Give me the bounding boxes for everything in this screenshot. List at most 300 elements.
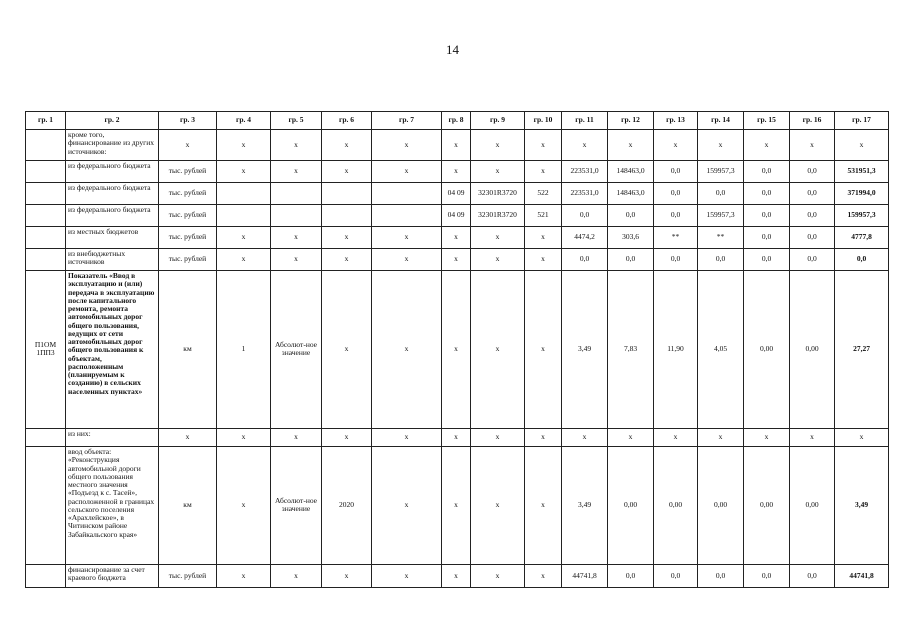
table-cell <box>471 447 525 565</box>
cell-text: x <box>404 500 409 510</box>
table-cell <box>790 249 835 271</box>
table-row <box>26 271 889 429</box>
table-cell <box>698 249 744 271</box>
table-cell <box>159 227 217 249</box>
row-label-cell <box>66 227 159 249</box>
row-code-cell <box>26 161 66 183</box>
cell-text: x <box>541 344 545 354</box>
cell-text: 0,0 <box>807 188 817 198</box>
header-cell: гр. 7 <box>372 112 442 130</box>
cell-text: 3,49 <box>854 500 869 510</box>
cell-text: ** <box>671 232 680 242</box>
table-cell <box>562 161 608 183</box>
header-cell: гр. 17 <box>835 112 889 130</box>
table-cell <box>790 227 835 249</box>
cell-text: 0,00 <box>805 500 819 510</box>
table-row <box>26 249 889 271</box>
cell-text: тыс. рублей <box>168 188 207 198</box>
row-code-cell <box>26 227 66 249</box>
cell-text: x <box>541 254 545 264</box>
cell-text: x <box>495 344 500 354</box>
total-cell <box>835 565 889 588</box>
table-cell <box>562 249 608 271</box>
table-row <box>26 565 889 588</box>
table-cell <box>322 183 372 205</box>
cell-text: 0,0 <box>579 210 590 220</box>
cell-text: x <box>241 254 246 264</box>
cell-text: 0,00 <box>713 500 728 510</box>
cell-text: 0,0 <box>625 210 636 220</box>
table-cell <box>654 227 698 249</box>
cell-text: из федерального бюджета <box>68 205 151 214</box>
cell-text: x <box>541 232 545 242</box>
total-cell <box>835 271 889 429</box>
cell-text: x <box>495 500 500 510</box>
table-cell <box>698 130 744 161</box>
table-cell <box>790 161 835 183</box>
table-cell <box>442 183 471 205</box>
table-cell <box>790 183 835 205</box>
cell-text: x <box>673 432 678 442</box>
cell-text: тыс. рублей <box>168 232 207 242</box>
cell-text: 223531,0 <box>570 166 599 176</box>
table-cell <box>608 183 654 205</box>
table-row <box>26 205 889 227</box>
table-cell <box>744 447 790 565</box>
cell-text: 0,0 <box>715 570 726 580</box>
cell-text: x <box>859 139 864 149</box>
table-cell <box>744 271 790 429</box>
cell-text: x <box>241 232 246 242</box>
cell-text: 0,00 <box>759 344 774 354</box>
cell-text: 4,05 <box>713 344 728 354</box>
table-cell <box>698 161 744 183</box>
table-row <box>26 130 889 161</box>
table-cell <box>442 130 471 161</box>
table-cell <box>372 447 442 565</box>
cell-text: кроме того, финансирование из других источников: <box>68 130 154 156</box>
cell-text: x <box>344 254 349 264</box>
table-cell <box>271 227 322 249</box>
cell-text: x <box>495 254 500 264</box>
table-cell <box>744 565 790 588</box>
table-cell <box>217 183 271 205</box>
table-cell <box>562 429 608 447</box>
cell-text: 32301R3720 <box>478 210 517 220</box>
cell-text: 0,0 <box>761 254 772 264</box>
table-cell <box>471 205 525 227</box>
cell-text: Абсолют-ное значение <box>274 496 318 514</box>
table-cell <box>471 249 525 271</box>
cell-text: x <box>294 166 298 176</box>
cell-text: 0,0 <box>670 570 681 580</box>
cell-text: x <box>582 432 587 442</box>
table-cell <box>271 447 322 565</box>
table-cell <box>271 429 322 447</box>
cell-text: из внебюджетных источников <box>68 249 126 267</box>
cell-text: 0,0 <box>807 210 817 220</box>
cell-text: 159957,3 <box>706 210 735 220</box>
table-cell <box>442 205 471 227</box>
cell-text: 0,0 <box>625 254 636 264</box>
total-cell <box>835 227 889 249</box>
cell-text: x <box>454 344 458 354</box>
header-cell: гр. 1 <box>26 112 66 130</box>
cell-text: 0,0 <box>670 166 681 176</box>
cell-text: 0,0 <box>807 232 817 242</box>
cell-text: тыс. рублей <box>168 254 207 264</box>
cell-text: x <box>628 139 633 149</box>
cell-text: x <box>404 232 409 242</box>
row-label-cell <box>66 429 159 447</box>
table-cell <box>372 429 442 447</box>
cell-text: x <box>344 344 349 354</box>
table-cell <box>608 447 654 565</box>
table-cell <box>608 130 654 161</box>
cell-text: x <box>241 166 246 176</box>
row-label-cell <box>66 249 159 271</box>
table-cell <box>442 447 471 565</box>
total-cell <box>835 130 889 161</box>
table-cell <box>525 205 562 227</box>
cell-text: x <box>404 570 409 580</box>
page-number: 14 <box>446 42 459 57</box>
table-cell <box>698 227 744 249</box>
cell-text: x <box>344 232 349 242</box>
cell-text: x <box>344 432 349 442</box>
header-cell: гр. 11 <box>562 112 608 130</box>
cell-text: x <box>764 139 769 149</box>
cell-text: x <box>294 570 298 580</box>
table-cell <box>562 183 608 205</box>
table-cell <box>159 205 217 227</box>
table-cell <box>790 447 835 565</box>
header-row <box>26 112 889 130</box>
table-cell <box>744 161 790 183</box>
total-cell <box>835 429 889 447</box>
cell-text: 0,0 <box>761 570 772 580</box>
cell-text: x <box>541 166 545 176</box>
table-cell <box>744 130 790 161</box>
cell-text: x <box>241 432 246 442</box>
table-cell <box>790 205 835 227</box>
table-cell <box>744 227 790 249</box>
header-cell: гр. 4 <box>217 112 271 130</box>
table-cell <box>744 205 790 227</box>
table-cell <box>372 227 442 249</box>
table-cell <box>562 565 608 588</box>
table-cell <box>525 271 562 429</box>
table-cell <box>442 161 471 183</box>
cell-text: x <box>185 432 190 442</box>
table-cell <box>525 183 562 205</box>
cell-text: x <box>454 166 458 176</box>
table-cell <box>654 271 698 429</box>
table-cell <box>698 183 744 205</box>
row-label-cell <box>66 161 159 183</box>
table-cell <box>698 271 744 429</box>
cell-text: x <box>495 432 500 442</box>
cell-text: 2020 <box>339 500 354 510</box>
table-row <box>26 429 889 447</box>
cell-text: 4474,2 <box>574 232 595 242</box>
header-cell: гр. 12 <box>608 112 654 130</box>
cell-text: 303,6 <box>622 232 639 242</box>
table-cell <box>744 249 790 271</box>
cell-text: 4777,8 <box>851 232 872 242</box>
cell-text: 531951,3 <box>847 166 876 176</box>
cell-text: x <box>495 139 500 149</box>
cell-text: x <box>185 139 190 149</box>
cell-text: 27,27 <box>853 344 870 354</box>
cell-text: Показатель «Ввод в эксплуатацию и (или) передача в эксплуатацию после капитального ремонта, ремонта автомобильных дорог общего пользования, ведущих от сети автомобильных дорог общего пользования к объектам, расположенным (планируемым к созданию) в сельских населенных пунктах» <box>68 271 155 396</box>
cell-text: 0,00 <box>668 500 683 510</box>
table-cell <box>322 161 372 183</box>
cell-text: x <box>541 500 545 510</box>
table-row <box>26 161 889 183</box>
total-cell <box>835 447 889 565</box>
cell-text: из местных бюджетов <box>68 227 139 236</box>
cell-text: 371994,0 <box>847 188 876 198</box>
table-cell <box>471 161 525 183</box>
cell-text: x <box>344 570 349 580</box>
table-cell <box>159 130 217 161</box>
table-cell <box>217 227 271 249</box>
header-cell: гр. 13 <box>654 112 698 130</box>
table-cell <box>525 227 562 249</box>
table-cell <box>322 565 372 588</box>
table-cell <box>654 130 698 161</box>
cell-text: x <box>628 432 633 442</box>
cell-text: тыс. рублей <box>168 166 207 176</box>
cell-text: 0,0 <box>579 254 590 264</box>
cell-text: x <box>718 432 723 442</box>
table-cell <box>322 447 372 565</box>
row-code-cell <box>26 130 66 161</box>
cell-text: x <box>294 232 298 242</box>
cell-text: x <box>541 570 545 580</box>
cell-text: x <box>810 432 814 442</box>
row-code-cell <box>26 183 66 205</box>
table-cell <box>525 249 562 271</box>
table-cell <box>525 130 562 161</box>
row-code-cell <box>26 271 66 429</box>
total-cell <box>835 183 889 205</box>
table-cell <box>654 249 698 271</box>
table-cell <box>217 565 271 588</box>
cell-text: x <box>454 500 458 510</box>
row-code-cell <box>26 429 66 447</box>
cell-text: x <box>404 254 409 264</box>
table-row <box>26 447 889 565</box>
cell-text: из них: <box>68 429 91 438</box>
table-cell <box>322 429 372 447</box>
cell-text: 04 09 <box>447 210 465 220</box>
cell-text: x <box>454 139 458 149</box>
cell-text: из федерального бюджета <box>68 183 151 192</box>
cell-text: 159957,3 <box>847 210 876 220</box>
table-cell <box>271 183 322 205</box>
cell-text: 1 <box>241 344 246 354</box>
cell-text: x <box>673 139 678 149</box>
table-cell <box>562 205 608 227</box>
table-cell <box>271 271 322 429</box>
table-cell <box>471 183 525 205</box>
cell-text: 0,0 <box>715 188 726 198</box>
cell-text: 0,0 <box>670 188 681 198</box>
table-cell <box>608 205 654 227</box>
table-cell <box>442 429 471 447</box>
table-cell <box>562 447 608 565</box>
row-code-cell <box>26 249 66 271</box>
table-cell <box>271 130 322 161</box>
table-cell <box>608 565 654 588</box>
table-cell <box>372 161 442 183</box>
table-cell <box>372 130 442 161</box>
cell-text: 522 <box>537 188 549 198</box>
row-label-cell <box>66 565 159 588</box>
cell-text: 44741,8 <box>849 570 874 580</box>
table-cell <box>442 227 471 249</box>
cell-text: x <box>294 432 298 442</box>
cell-text: 148463,0 <box>616 188 645 198</box>
cell-text: 0,0 <box>807 254 817 264</box>
table-cell <box>608 161 654 183</box>
row-label-cell <box>66 271 159 429</box>
cell-text: 159957,3 <box>706 166 735 176</box>
table-cell <box>217 205 271 227</box>
cell-text: Абсолют-ное значение <box>274 340 318 358</box>
table-cell <box>372 183 442 205</box>
table-cell <box>322 205 372 227</box>
table-cell <box>217 271 271 429</box>
cell-text: x <box>810 139 814 149</box>
cell-text: x <box>495 232 500 242</box>
table-cell <box>442 249 471 271</box>
table-cell <box>471 271 525 429</box>
row-code-cell <box>26 205 66 227</box>
table-cell <box>562 271 608 429</box>
table-cell <box>654 565 698 588</box>
cell-text: 0,0 <box>715 254 726 264</box>
cell-text: x <box>241 570 246 580</box>
cell-text: x <box>541 139 545 149</box>
header-cell: гр. 9 <box>471 112 525 130</box>
cell-text: 44741,8 <box>572 570 597 580</box>
table-cell <box>217 447 271 565</box>
table-cell <box>159 271 217 429</box>
cell-text: 223531,0 <box>570 188 599 198</box>
table-cell <box>471 227 525 249</box>
table-cell <box>562 130 608 161</box>
cell-text: ** <box>716 232 725 242</box>
table-cell <box>159 447 217 565</box>
table-cell <box>562 227 608 249</box>
cell-text: x <box>582 139 587 149</box>
cell-text: x <box>454 432 458 442</box>
cell-text: x <box>294 254 298 264</box>
table-cell <box>217 249 271 271</box>
table-cell <box>442 271 471 429</box>
total-cell <box>835 161 889 183</box>
table-cell <box>322 271 372 429</box>
cell-text: x <box>718 139 723 149</box>
table-cell <box>525 429 562 447</box>
table-cell <box>159 249 217 271</box>
cell-text: 0,0 <box>670 254 681 264</box>
table-cell <box>271 161 322 183</box>
row-label-cell <box>66 447 159 565</box>
table-cell <box>790 130 835 161</box>
table-cell <box>790 565 835 588</box>
table-cell <box>322 227 372 249</box>
cell-text: x <box>495 166 500 176</box>
table-cell <box>271 249 322 271</box>
table-row <box>26 183 889 205</box>
cell-text: 32301R3720 <box>478 188 517 198</box>
table-cell <box>608 227 654 249</box>
header-cell: гр. 5 <box>271 112 322 130</box>
header-cell: гр. 8 <box>442 112 471 130</box>
cell-text: 0,0 <box>761 210 772 220</box>
table-cell <box>217 161 271 183</box>
table-cell <box>525 447 562 565</box>
table-cell <box>271 205 322 227</box>
table-cell <box>608 249 654 271</box>
cell-text: км <box>183 344 192 354</box>
table-cell <box>159 429 217 447</box>
table-row <box>26 227 889 249</box>
cell-text: тыс. рублей <box>168 210 207 220</box>
table-cell <box>790 271 835 429</box>
cell-text: x <box>495 570 500 580</box>
cell-text: 148463,0 <box>616 166 645 176</box>
cell-text: x <box>241 500 246 510</box>
header-cell: гр. 2 <box>66 112 159 130</box>
table-cell <box>372 205 442 227</box>
table-cell <box>608 271 654 429</box>
row-label-cell <box>66 183 159 205</box>
table-cell <box>372 565 442 588</box>
cell-text: 04 09 <box>447 188 465 198</box>
cell-text: 11,90 <box>667 344 684 354</box>
cell-text: x <box>859 432 864 442</box>
table-cell <box>744 429 790 447</box>
table-cell <box>471 130 525 161</box>
cell-text: 0,0 <box>856 254 867 264</box>
cell-text: 3,49 <box>577 500 592 510</box>
table-cell <box>698 205 744 227</box>
cell-text: ввод объекта: «Реконструкция автомобильной дороги общего пользования местного значения «Подъезд к с. Тасей», расположенной в границах сельского поселения «Арахлейское», в Читинском районе Забайкальского края» <box>68 447 155 539</box>
cell-text: x <box>454 254 458 264</box>
cell-text: км <box>183 500 192 510</box>
header-cell: гр. 10 <box>525 112 562 130</box>
table-cell <box>608 429 654 447</box>
table-cell <box>217 130 271 161</box>
cell-text: x <box>454 232 458 242</box>
table-cell <box>698 429 744 447</box>
cell-text: 521 <box>537 210 549 220</box>
cell-text: x <box>454 570 458 580</box>
table-cell <box>654 161 698 183</box>
cell-text: 0,00 <box>805 344 819 354</box>
table-cell <box>471 565 525 588</box>
table-cell <box>654 183 698 205</box>
table-cell <box>654 447 698 565</box>
cell-text: x <box>764 432 769 442</box>
cell-text: 0,0 <box>761 188 772 198</box>
cell-text: 0,00 <box>759 500 774 510</box>
